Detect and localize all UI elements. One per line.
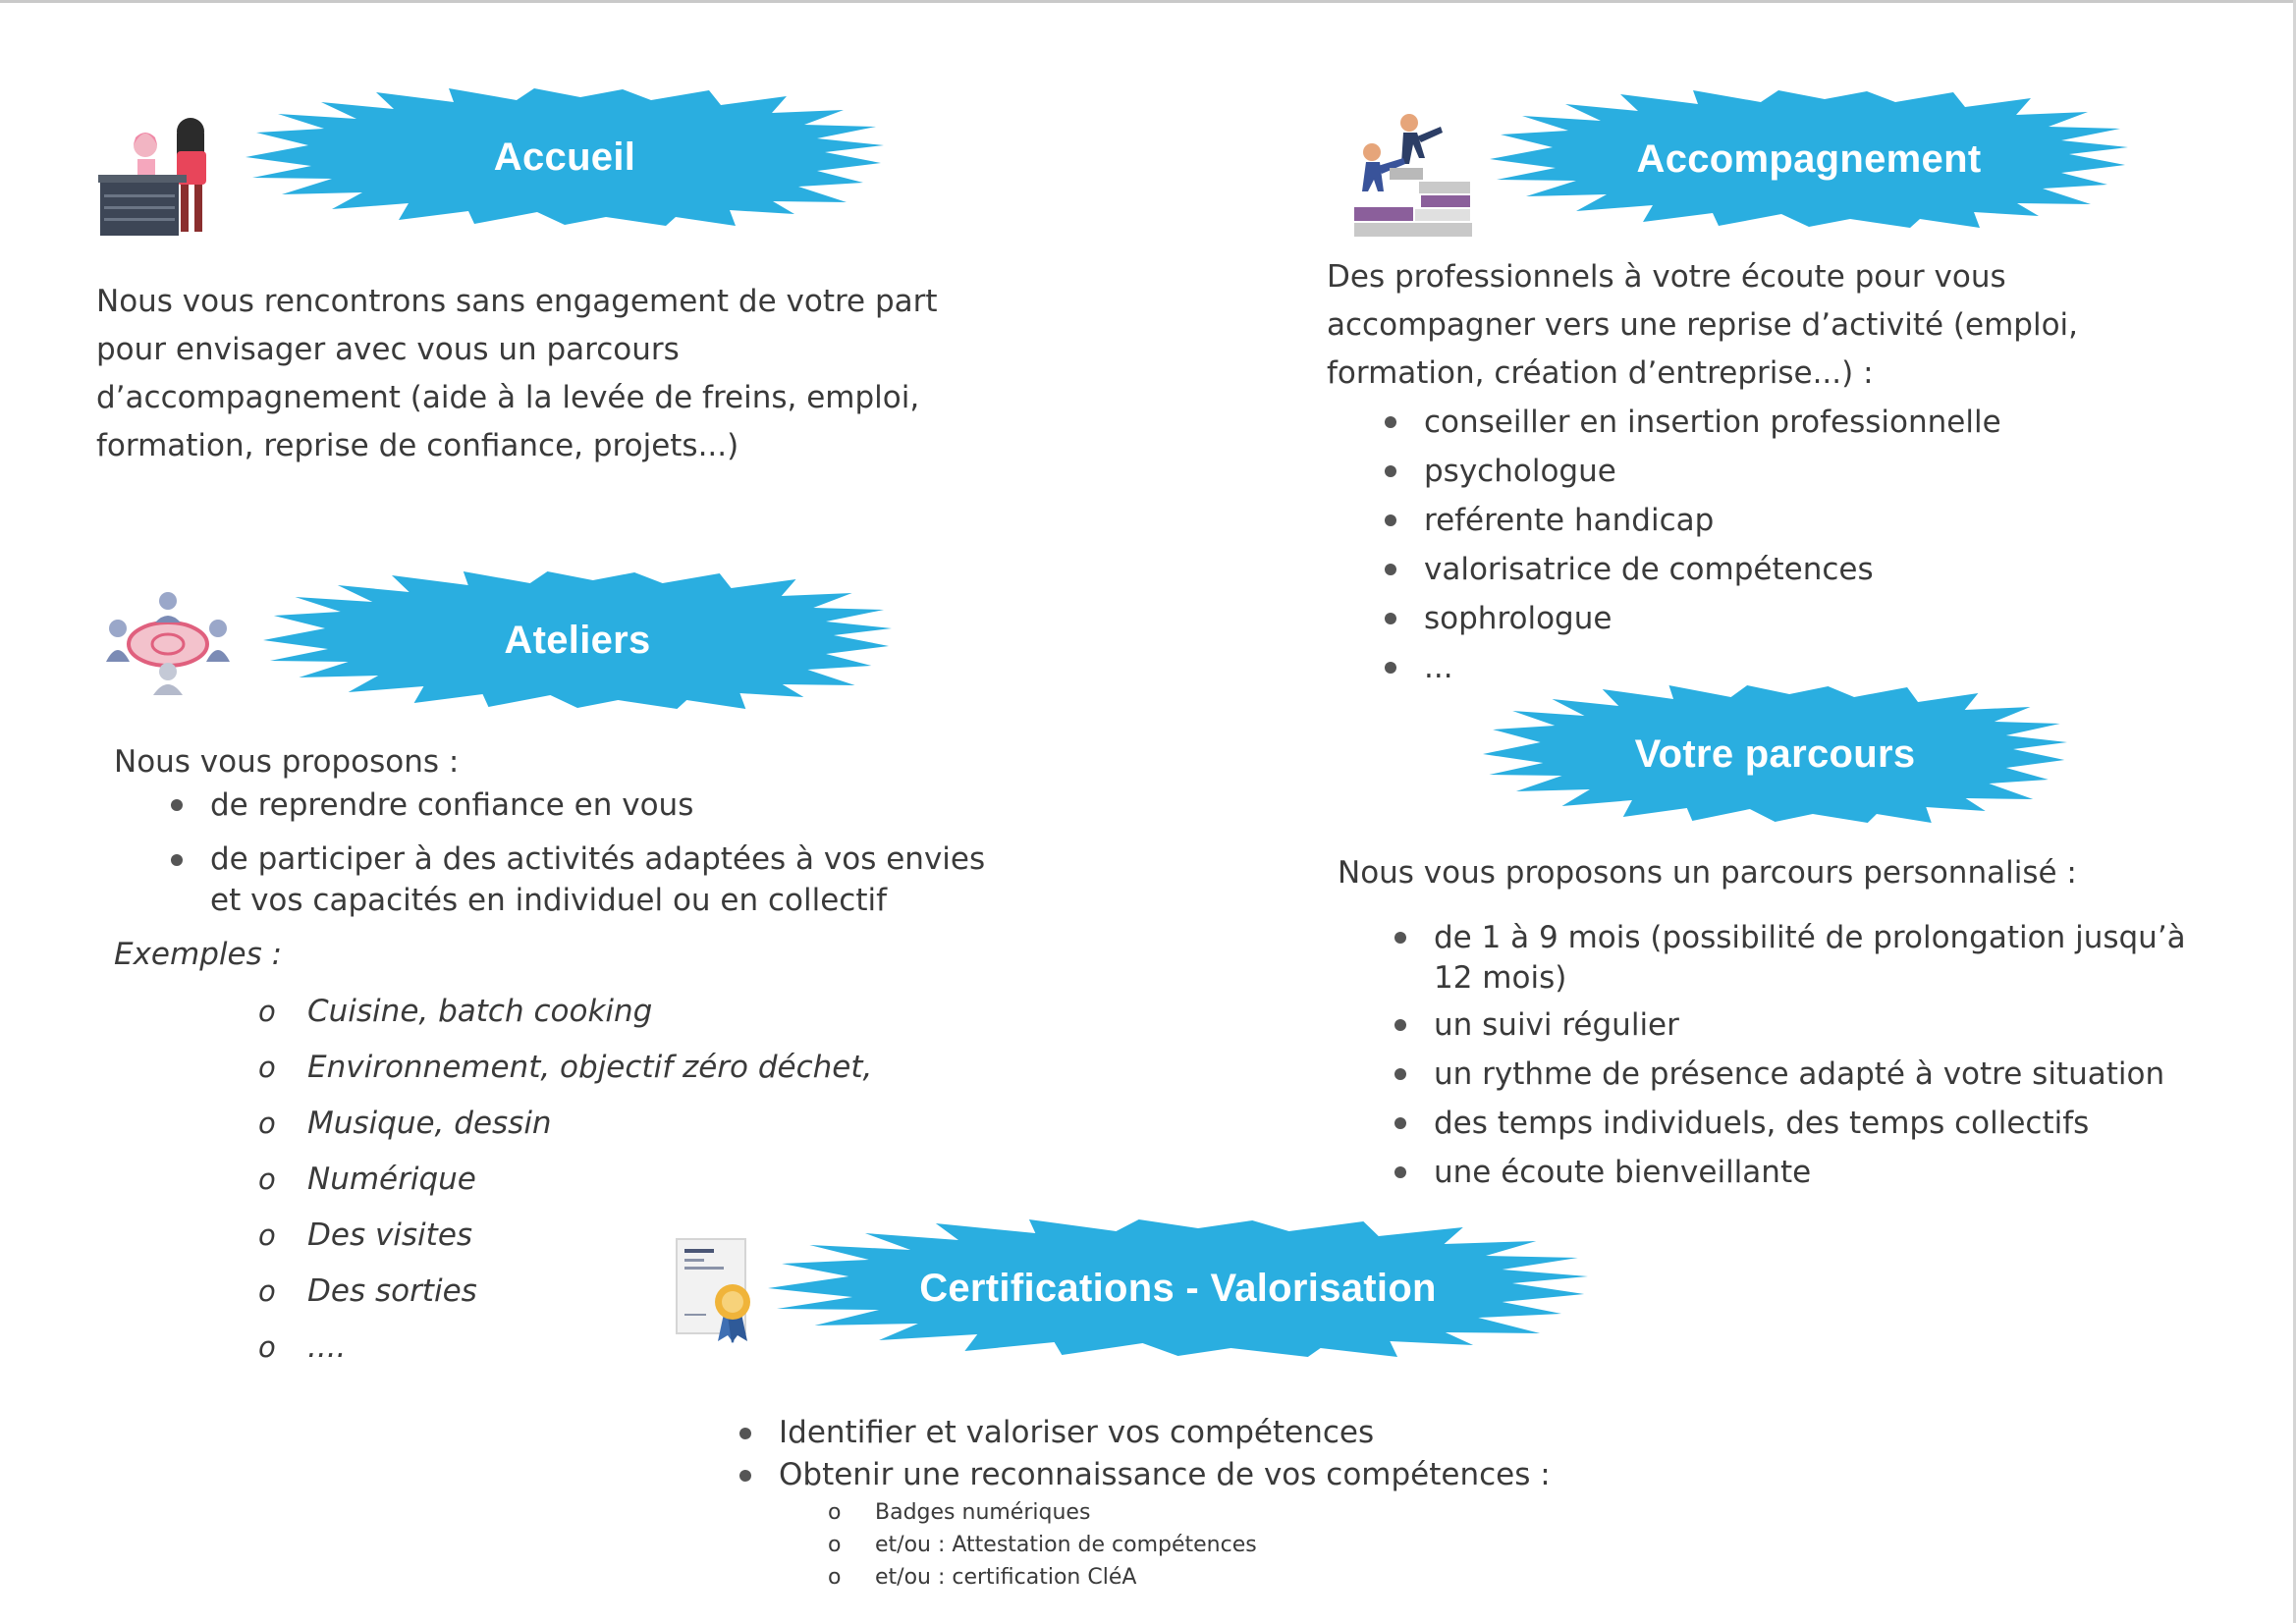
parcours-intro: Nous vous proposons un parcours personnalisé : (1338, 855, 2077, 891)
list-item: o Musique, dessin (307, 1099, 897, 1155)
list-item: des temps individuels, des temps collectifs (1434, 1099, 2219, 1148)
list-item: valorisatrice de compétences (1424, 545, 2111, 594)
examples-label: Exemples : (114, 937, 283, 972)
group-meeting-icon (104, 589, 232, 697)
accueil-text: Nous vous rencontrons sans engagement de votre part pour envisager avec vous un parcours d’accompagnement (aide à la levée de freins, emploi, formation, reprise de confiance, projets...) (96, 284, 938, 463)
reception-desk-icon (94, 116, 222, 239)
list-item: o .... (307, 1323, 897, 1379)
list-item: o Numérique (307, 1155, 897, 1211)
ateliers-title: Ateliers (504, 618, 651, 662)
list-item: o Cuisine, batch cooking (307, 987, 897, 1043)
list-item: reférente handicap (1424, 496, 2111, 545)
certifications-sub-list (875, 1496, 1562, 1594)
parcours-list (1434, 918, 2219, 1197)
list-item: o et/ou : Attestation de compétences (875, 1529, 1562, 1561)
list-item: sophrologue (1424, 594, 2111, 643)
list-item: Obtenir une reconnaissance de vos compétences : (779, 1454, 1663, 1496)
list-item: o Environnement, objectif zéro déchet, (307, 1043, 897, 1099)
scan-top-border (0, 0, 2296, 3)
list-item: Identifier et valoriser vos compétences (779, 1412, 1663, 1454)
accompagnement-intro: Des professionnels à votre écoute pour vous accompagner vers une reprise d’activité (emploi, formation, création d’entreprise...) : (1327, 259, 2079, 391)
list-item: o Des sorties (307, 1267, 897, 1323)
certificate-ribbon-icon (673, 1235, 771, 1343)
list-item: un rythme de présence adapté à votre situation (1434, 1050, 2219, 1099)
ateliers-list (210, 782, 996, 921)
list-item: conseiller en insertion professionnelle (1424, 398, 2111, 447)
accompagnement-title: Accompagnement (1636, 136, 1982, 181)
list-item: de participer à des activités adaptées à vos envies et vos capacités en individuel ou en collectif (210, 839, 986, 921)
ateliers-title-burst (263, 571, 892, 709)
parcours-title: Votre parcours (1634, 731, 1916, 776)
accueil-title-burst (246, 88, 884, 226)
accueil-title: Accueil (493, 135, 636, 179)
accompagnement-list (1424, 398, 2111, 692)
list-item: o et/ou : certification CléA (875, 1561, 1562, 1594)
list-item: un suivi régulier (1434, 1001, 2219, 1050)
list-item: ... (1424, 643, 2111, 692)
certifications-title-burst (768, 1219, 1588, 1357)
list-item: psychologue (1424, 447, 2111, 496)
helping-hand-icon (1350, 113, 1473, 241)
parcours-title-burst (1483, 685, 2067, 823)
list-item: de reprendre confiance en vous (210, 782, 996, 829)
certifications-list (779, 1412, 1663, 1496)
certifications-title: Certifications - Valorisation (919, 1266, 1437, 1310)
list-item: une écoute bienveillante (1434, 1148, 2219, 1197)
list-item: de 1 à 9 mois (possibilité de prolongation jusqu’à 12 mois) (1434, 918, 2200, 999)
ateliers-intro: Nous vous proposons : (114, 744, 460, 780)
accompagnement-title-burst (1490, 90, 2128, 228)
list-item: o Badges numériques (875, 1496, 1562, 1529)
list-item: o Des visites (307, 1211, 897, 1267)
